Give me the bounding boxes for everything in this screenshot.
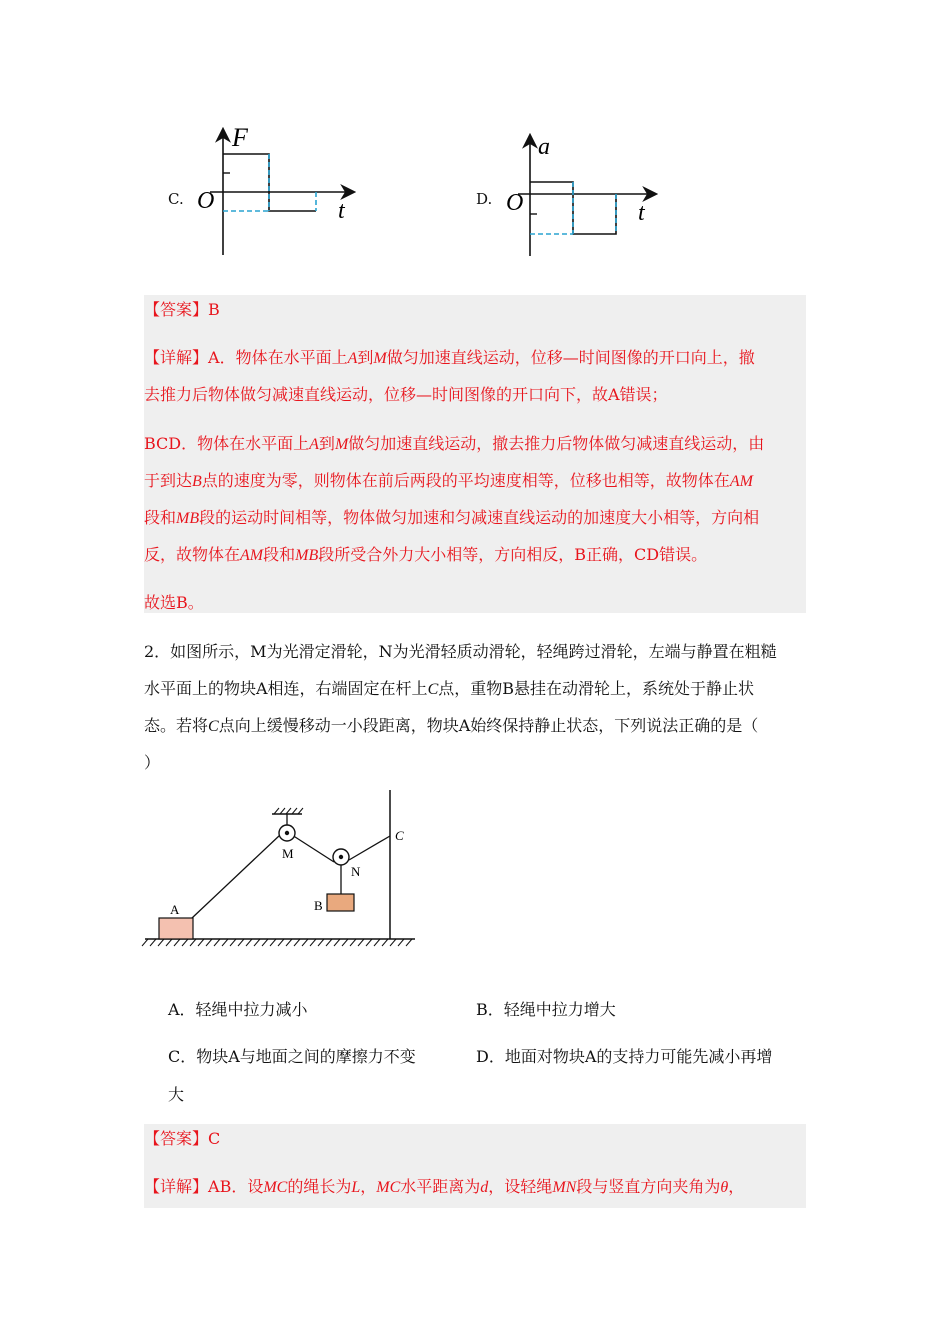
explain-line-5: 段和MB段的运动时间相等，物体做匀加速和匀减速直线运动的加速度大小相等，方向相 [144, 508, 760, 527]
answer-tag: 【答案】C [144, 1129, 221, 1148]
explain-line-1: 【详解】A．物体在水平面上A到M做匀加速直线运动，位移—时间图像的开口向上，撤 [144, 348, 755, 367]
block-b [327, 894, 354, 911]
explain-line-6: 反，故物体在AM段和MB段所受合外力大小相等，方向相反，B正确，CD错误。 [144, 545, 708, 564]
choice-c[interactable]: C．物块A与地面之间的摩擦力不变 [168, 1047, 416, 1066]
explain-line-3: BCD．物体在水平面上A到M做匀加速直线运动，撤去推力后物体做匀减速直线运动，由 [144, 434, 765, 453]
rope-a-to-m [192, 835, 280, 918]
explain-line-1: 【详解】AB．设MC的绳长为L，MC水平距离为d，设轻绳MN段与竖直方向夹角为θ， [144, 1177, 745, 1196]
block-a [159, 918, 193, 939]
explain-line-4: 于到达B点的速度为零，则物体在前后两段的平均速度相等，位移也相等，故物体在AM [144, 471, 753, 490]
ground-hatching [142, 939, 412, 946]
label-m: M [282, 846, 294, 861]
answer-block-2 [144, 1124, 806, 1208]
option-d-label: D. [476, 190, 493, 208]
label-c: C [395, 828, 404, 843]
x-axis-label: t [638, 200, 645, 226]
answer-tag: 【答案】B [144, 300, 220, 319]
choice-b[interactable]: B．轻绳中拉力增大 [476, 1000, 616, 1019]
origin-label: O [506, 190, 524, 216]
origin-label: O [197, 188, 215, 214]
rope-m-to-n [292, 835, 334, 862]
label-b: B [314, 898, 323, 913]
conclusion-line: 故选B。 [144, 593, 204, 612]
question-2-line-3: 态。若将C点向上缓慢移动一小段距离，物块A始终保持静止状态，下列说法正确的是（ [144, 716, 759, 735]
answer-block-1 [144, 295, 806, 613]
y-axis-label: a [538, 134, 550, 160]
question-2-line-4: ） [144, 753, 161, 772]
explain-line-2: 去推力后物体做匀减速直线运动，位移—时间图像的开口向下，故A错误； [144, 385, 668, 404]
choice-d[interactable]: D．地面对物块A的支持力可能先减小再增 [476, 1047, 773, 1066]
choice-a[interactable]: A．轻绳中拉力减小 [168, 1000, 308, 1019]
question-2-line-1: 2．如图所示，M为光滑定滑轮，N为光滑轻质动滑轮，轻绳跨过滑轮，左端与静置在粗糙 [144, 642, 777, 661]
pulley-diagram [140, 790, 430, 955]
label-a: A [170, 902, 180, 917]
label-n: N [351, 864, 361, 879]
rope-n-to-c [349, 836, 390, 860]
option-c-label: C. [168, 190, 184, 208]
graph-c [190, 120, 370, 260]
x-axis-label: t [338, 198, 345, 224]
question-2-line-2: 水平面上的物块A相连，右端固定在杆上C点，重物B悬挂在动滑轮上，系统处于静止状 [144, 679, 754, 698]
y-axis-label: F [232, 123, 248, 152]
graph-d [500, 128, 670, 263]
choice-c-continuation[interactable]: 大 [168, 1085, 185, 1104]
